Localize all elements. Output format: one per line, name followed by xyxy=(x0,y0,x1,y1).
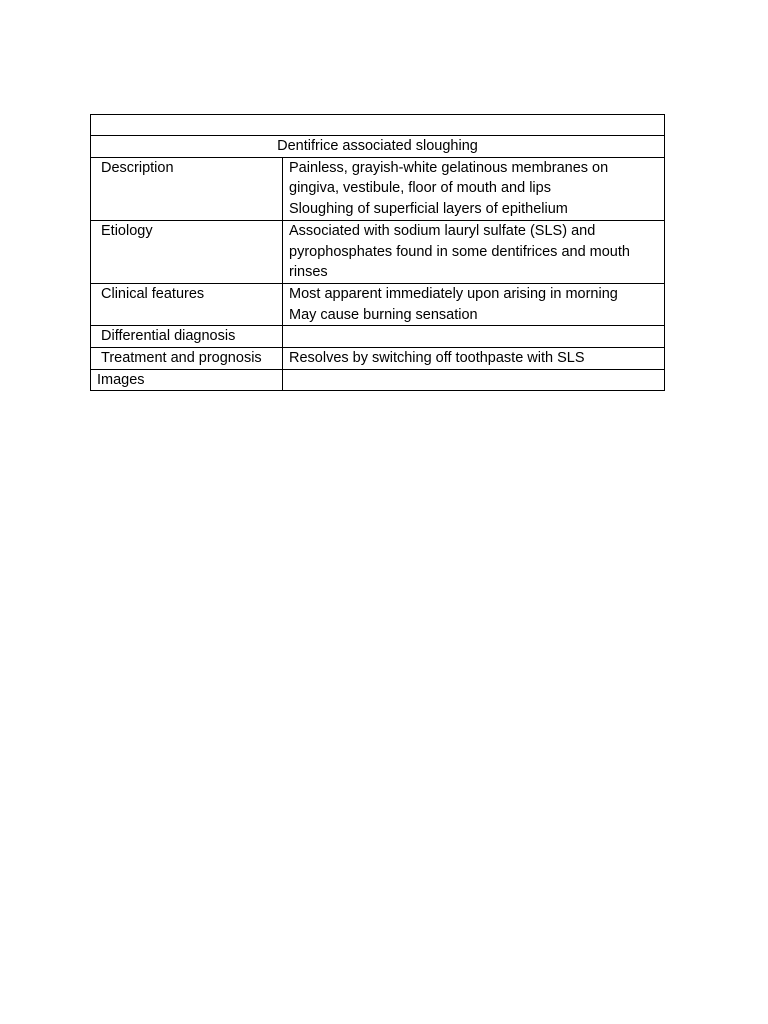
blank-cell xyxy=(91,115,665,136)
table-title: Dentifrice associated sloughing xyxy=(91,136,665,158)
row-label-differential-diagnosis: Differential diagnosis xyxy=(91,326,283,348)
table-row xyxy=(91,220,665,283)
row-label-images: Images xyxy=(91,369,283,391)
row-value-line: Resolves by switching off toothpaste with SLS xyxy=(289,350,585,367)
table-title-row xyxy=(91,136,665,158)
row-label-treatment-prognosis: Treatment and prognosis xyxy=(91,348,283,370)
row-value-treatment-prognosis xyxy=(283,348,665,370)
row-value-line: May cause burning sensation xyxy=(289,306,478,323)
row-value-differential-diagnosis xyxy=(283,326,665,348)
table-header-blank-row xyxy=(91,115,665,136)
row-label-description: Description xyxy=(91,157,283,220)
row-label-etiology: Etiology xyxy=(91,220,283,283)
row-value-etiology xyxy=(283,220,665,283)
row-value-description xyxy=(283,157,665,220)
row-value-clinical-features xyxy=(283,283,665,325)
row-value-line: Sloughing of superficial layers of epithelium xyxy=(289,201,568,218)
condition-table xyxy=(90,114,665,391)
table-row xyxy=(91,326,665,348)
table-row xyxy=(91,348,665,370)
row-value-line: Painless, grayish-white gelatinous membranes on gingiva, vestibule, floor of mouth and lips xyxy=(289,159,609,197)
row-value-line: Most apparent immediately upon arising in morning xyxy=(289,285,618,302)
row-value-images xyxy=(283,369,665,391)
table-row xyxy=(91,369,665,391)
table-row xyxy=(91,283,665,325)
row-value-line: Associated with sodium lauryl sulfate (SLS) and pyrophosphates found in some dentifrices and mouth rinses xyxy=(289,222,630,281)
table-row xyxy=(91,157,665,220)
row-label-clinical-features: Clinical features xyxy=(91,283,283,325)
